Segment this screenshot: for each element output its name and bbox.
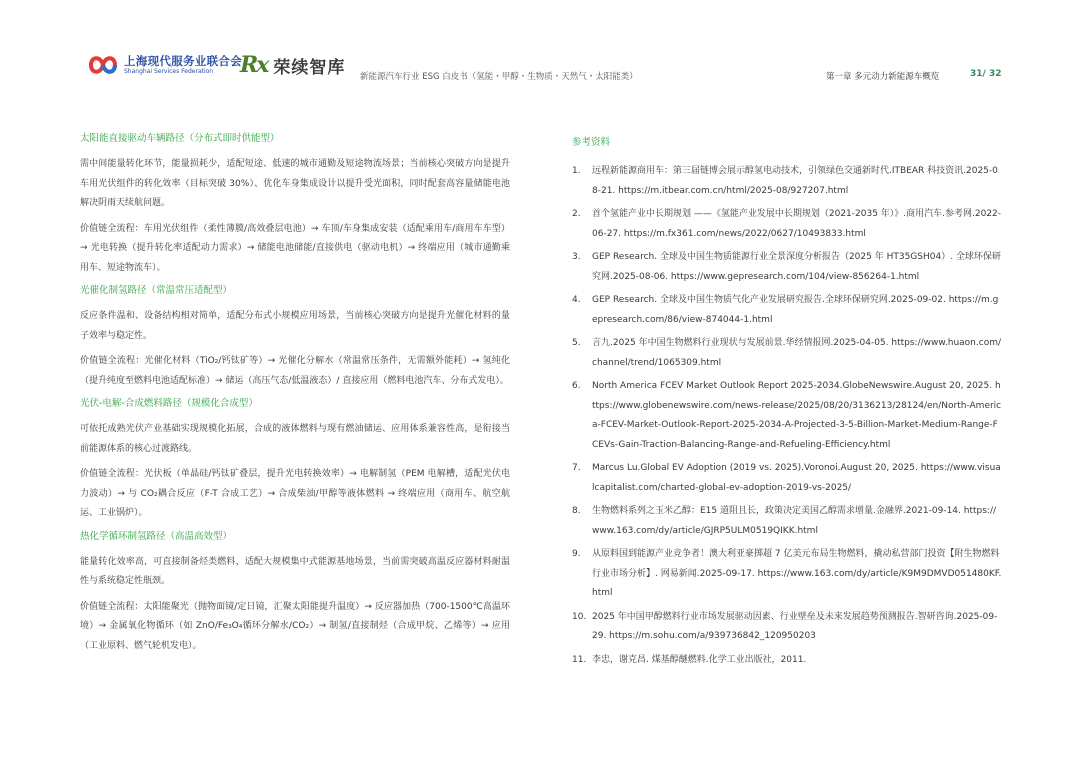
value-chain-paragraph: 价值链全流程：车用光伏组件（柔性薄膜/高效叠层电池）→ 车顶/车身集成安装（适配乘用车/商用车车型）→ 光电转换（提升转化率适配动力需求）→ 储能电池储能/直接供电（驱动电机）→ 终端应用（城市通勤乘用车、短途物流车）。 <box>80 223 510 273</box>
chapter-title: 第一章 多元动力新能源车概览 <box>826 72 940 82</box>
reference-number: 11. <box>572 654 587 665</box>
reference-number: 2. <box>572 209 581 219</box>
paragraph: 可依托成熟光伏产业基础实现规模化拓展，合成的液体燃料与现有燃油储运、应用体系兼容性高，是衔接当前能源体系的核心过渡路线。 <box>80 424 510 454</box>
rongxu-logo <box>240 52 345 78</box>
reference-text: North America FCEV Market Outlook Report 2025-2034.GlobeNewswire.August 20, 2025. https://www.globenewswire.com/news-release/2025/08/20/3136213/28124/en/North-America-FCEV-Market-Outlook-Report-2025-2034-A-Projected-3-5-Billion-Market-Medium-Range-FCEVs-Gain-Traction-Balancing-Range-and-Refueling-Efficiency.html <box>592 381 1002 450</box>
reference-text: 首个氢能产业中长期规划 ——《氢能产业发展中长期规划（2021-2035 年）》.商用汽车.参考网.2022-06-27. https://m.fx361.com/news/2022/0627/10493833.html <box>592 209 1002 239</box>
reference-item <box>572 205 1002 244</box>
reference-number: 5. <box>572 338 581 348</box>
reference-item <box>572 608 1002 647</box>
reference-text: 远程新能源商用车：第三届链博会展示醇氢电动技术，引领绿色交通新时代.ITBEAR 科技资讯.2025-08-21. https://m.itbear.com.cn/html/2025-08/927207.html <box>592 166 998 196</box>
reference-item <box>572 459 1002 498</box>
value-chain-paragraph: 价值链全流程：光催化材料（TiO₂/钙钛矿等）→ 光催化分解水（常温常压条件，无需额外能耗）→ 氢纯化（提升纯度至燃料电池适配标准）→ 储运（高压气态/低温液态）/ 直接应用（燃料电池汽车、分布式发电）。 <box>80 356 510 386</box>
section-title: 光伏-电解-合成燃料路径（规模化合成型） <box>80 398 258 409</box>
paragraph: 反应条件温和、设备结构相对简单，适配分布式小规模应用场景，当前核心突破方向是提升光催化材料的量子效率与稳定性。 <box>80 311 510 341</box>
rongxu-mark: Rx <box>240 52 268 78</box>
references-title: 参考资料 <box>572 137 611 148</box>
reference-text: GEP Research. 全球及中国生物质气化产业发展研究报告.全球环保研究网.2025-09-02. https://m.gepresearch.com/86/view-874044-1.html <box>592 295 999 325</box>
left-column <box>80 132 510 662</box>
reference-number: 10. <box>572 611 587 622</box>
value-chain-paragraph: 价值链全流程：光伏板（单晶硅/钙钛矿叠层，提升光电转换效率）→ 电解制氢（PEM 电解槽，适配光伏电力波动）→ 与 CO₂耦合反应（F-T 合成工艺）→ 合成柴油/甲醇等液体燃料 → 终端应用（商用车、航空航运、工业锅炉）。 <box>80 469 510 518</box>
reference-number: 3. <box>572 252 581 262</box>
reference-number: 6. <box>572 381 581 391</box>
reference-text: 从原料国到能源产业竞争者！澳大利亚豪掷超 7 亿美元布局生物燃料，撬动私营部门投资【附生物燃料行业市场分析】. 网易新闻.2025-09-17. https://www.163.com/dy/article/K9M9DMVD051480KF.html <box>592 549 1002 598</box>
reference-item <box>572 545 1002 604</box>
reference-item <box>572 651 1002 671</box>
reference-number: 1. <box>572 166 581 176</box>
ssf-logo <box>88 52 242 78</box>
reference-item <box>572 377 1002 455</box>
reference-number: 8. <box>572 506 581 516</box>
reference-item <box>572 162 1002 201</box>
reference-item <box>572 248 1002 287</box>
reference-text: 言九.2025 年中国生物燃料行业现状与发展前景.华经情报网.2025-04-05. https://www.huaon.com/channel/trend/1065309.html <box>592 338 1002 368</box>
ssf-emblem-icon <box>88 52 118 78</box>
reference-text: GEP Research. 全球及中国生物质能源行业全景深度分析报告（2025 年 HT35GSH04）. 全球环保研究网.2025-08-06. https://www.gepresearch.com/104/view-856264-1.html <box>592 252 1001 282</box>
references-column <box>572 136 1002 674</box>
reference-item <box>572 502 1002 541</box>
rongxu-name: 荣续智库 <box>273 57 346 78</box>
value-chain-paragraph: 价值链全流程：太阳能聚光（抛物面镜/定日镜，汇聚太阳能提升温度）→ 反应器加热（700-1500℃高温环境）→ 金属氧化物循环（如 ZnO/Fe₃O₄循环分解水/CO₂）→ 制氢/直接制烃（合成甲烷、乙烯等）→ 应用（工业原料、燃气轮机发电）。 <box>80 601 510 651</box>
ssf-name-en: Shanghai Services Federation <box>124 68 214 75</box>
section-title: 太阳能直接驱动车辆路径（分布式即时供能型） <box>80 133 280 144</box>
reference-number: 9. <box>572 549 581 559</box>
section-title: 热化学循环制氢路径（高温高效型） <box>80 530 233 542</box>
page-number: 31/ 32 <box>970 69 1002 79</box>
page-header <box>0 0 1080 100</box>
paragraph: 能量转化效率高，可直接制备烃类燃料，适配大规模集中式能源基地场景，当前需突破高温反应器材料耐温性与系统稳定性瓶颈。 <box>80 556 510 586</box>
reference-text: Marcus Lu.Global EV Adoption (2019 vs. 2025).Voronoi.August 20, 2025. https://www.visualcapitalist.com/charted-global-ev-adoption-2019-vs-2025/ <box>592 463 1001 493</box>
reference-number: 7. <box>572 463 581 473</box>
paragraph: 需中间能量转化环节，能量损耗少，适配短途、低速的城市通勤及短途物流场景；当前核心突破方向是提升车用光伏组件的转化效率（目标突破 30%）、优化车身集成设计以提升受光面积，同时配套高容量储能电池解决阴雨天续航问题。 <box>80 159 510 208</box>
reference-text: 2025 年中国甲醇燃料行业市场发展驱动因素、行业壁垒及未来发展趋势预测报告.智研咨询.2025-09-29. https://m.sohu.com/a/939736842_120950203 <box>592 611 998 641</box>
section-title: 光催化制氢路径（常温常压适配型） <box>80 285 233 296</box>
references-list <box>572 162 1002 670</box>
reference-text: 生物燃料系列之玉米乙醇：E15 道阻且长，政策决定美国乙醇需求增量.金融界.2021-09-14. https://www.163.com/dy/article/GJRP5ULM0519QIKK.html <box>592 506 997 536</box>
document-title: 新能源汽车行业 ESG 白皮书（氢能・甲醇・生物质・天然气・太阳能类） <box>360 72 638 82</box>
reference-item <box>572 291 1002 330</box>
ssf-name-cn: 上海现代服务业联合会 <box>124 54 242 68</box>
reference-item <box>572 334 1002 373</box>
reference-number: 4. <box>572 295 581 305</box>
reference-text: 李忠，谢克昌. 煤基醇醚燃料.化学工业出版社，2011. <box>592 654 807 665</box>
